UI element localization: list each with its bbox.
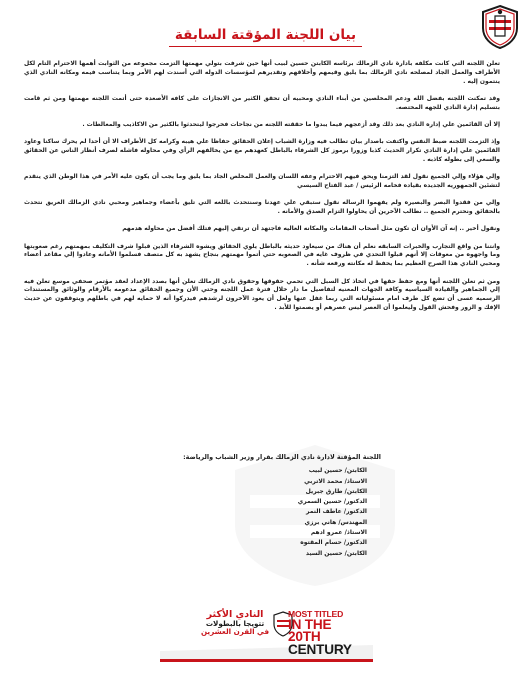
footer-arabic-line-2: تتويجا بالبطولات (205, 618, 265, 628)
paragraph: وانتنا من واقع التجارب والخبرات السابقه نعلم أن هناك من سيعاود حديثه بالباطل يلوي الحقائق ويشوه الشرفاء الذين قبلوا شرف التكليف بمهمتهم رغم صعوبتها وما واجهوه من معوقات إلا أنهم قبلوا التحدي في ظروف غايه في الصعوبه حتي أتموا مهمتهم بنجاح يشهد به كل متصف فسلموا الأمانه وعادوا إلي مقاعد أعضاء ومحبي النادي هذا الصرح العظيم بما يحفظ له مكانته ورفعه شأنه . (24, 242, 500, 268)
page-title: بيان اللجنة المؤقتة السابقة (169, 27, 362, 47)
member-name: الدكتور/ عاطف النمر (306, 508, 367, 516)
title-container (0, 24, 531, 47)
footer-english-line-2: IN THE 20TH (288, 616, 332, 645)
member-name: الكابتن/ حسين لبيب (308, 467, 367, 475)
footer-english-slogan (288, 611, 358, 656)
paragraph: وإذ التزمت اللجنه ضبط النفس واكتفت باصدار بيان تطالب فيه وزارة الشباب إعلان الحقائق حفاظا علي هيبه وكرامه كل الأطراف الا أن أحدا لم يحرك ساكنا وعاود القائمين علي إدارة النادي تكرار الحديث كذبا وزورا برموز كل الشرفاء بالباطل كعهدهم مع من يخالفهم الرأي وفي محاوله فاشله لصرف أنظار الناس عن الحقائق والسعي إلى بطوله كاذبه . (24, 138, 500, 163)
footer-english-line-3: CENTURY (288, 641, 352, 657)
member-list (183, 466, 381, 559)
paragraph: وإلي هؤلاء وإلي الجميع نقول لقد التزمنا ويحق فيهم الاحترام وعفه اللسان والعمل المخلص الجاد بما يليق وما يجب أن يكون عليه الأمر في هذا الوطن الذي ينقدم لتشئين الجمهوريه الجديده بقياده فخامه الرئيس / عبد الفتاح السيسي (24, 173, 500, 189)
footer-arabic-slogan (197, 610, 273, 635)
signature-heading: اللجنة المؤقتة لادارة نادي الزمالك بقرار وزير الشباب والرياضة: (183, 453, 381, 461)
member-name: الكابتن/ حسين السيد (305, 549, 367, 557)
member-name: المهندس/ هاني برزي (304, 518, 367, 526)
paragraph: ونقول أخير .. إنه آن الأوان أن تكون مثل أصحاب المقامات والمكانه العاليه فاجتهد أن ترتقي إليهم فتلك أفضل من محاوله هدمهم (122, 225, 500, 233)
member-name: الاستاذ/ عمرو ادهم (310, 529, 367, 537)
paragraph: وإلي من فقدوا البصر والبصيره ولم يفهموا الرساله نقول ستبقي علي عهدنا وسنتحدث باللغه التي تليق بأعضاء وجماهير ومحبي نادي الزمالك العريق نتحدث بالحقائق ونحترم الجميع .. نطالب الآخرين أن يحاولوا التزام الصدق والأمانه . (24, 199, 500, 216)
member-name: الكابتن/ طارق جبريل (305, 487, 367, 495)
member-name: الدكتور/ حسام المقتوه (300, 539, 367, 547)
member-name: الدكتور/ حسين السمري (297, 498, 367, 506)
paragraph: إلا أن القائمين علي إداره النادي بعد ذلك وقد أزعجهم فيما يبدوا ما حققته اللجنه من نجاحات فخرجوا ليتحدثوا بالكثير من الاكاذيب والمغالطات . (82, 120, 500, 128)
footer-arabic-line-1: النادي الأكثر (206, 609, 264, 620)
member-name: الاستاذ/ محمد الاتربي (304, 477, 367, 485)
signature-block (183, 452, 381, 559)
footer-english-line-1: MOST TITLED (288, 609, 344, 619)
paragraph: وقد تمكنت اللجنه بفضل الله ودعم المخلصين من أبناء النادي ومحبيه أن تحقق الكثير من الانجازات على كافه الأصعده حتى أتمت اللجنه مهمتها ومن ثم قامت بتسليم إدارة النادي للجهه المختصه. (24, 94, 500, 111)
statement-body (24, 60, 500, 321)
footer-divider (160, 659, 373, 662)
paragraph: ومن ثم تعلن اللجنه أنها ومع حفظ حقها في اتخاذ كل السبل التي تحمي حقوقها وحقوق نادي الزمالك تعلن أنها بصدد الإعداد لعقد مؤتمر صحفي موسع تعلن فيه إلي الجماهير والقياده السياسيه وكافة الجهات المعنيه لتفاصيل ما دار خلال فترة عمل اللجنه وحتي الأن وجميع الحقائق مدعومه بالأرقام والوثائق والمستندات الرسميه عسى أن تضع كل طرف امام مسئولياته التي ربما غفل عنها ولعل أن يعود الآخرون لرشدهم فيدركوا أنه لا حمايه لهم في باطلهم ويتوقفون عن حديث الإفك و الزور وفحش القول وليعلموا أن العصر ليس عصرهم أو يصمتوا للأبد . (24, 277, 500, 311)
paragraph: تعلن اللجنه التي كانت مكلفه بادارة نادي الزمالك برئاسه الكابتن حسين لبيب أنها حين شرفت بتولي مهمتها التزمت مجموعه من الثوابت أهمها الاحترام التام لكل الأطراف والعمل الجاد لمصلحه نادي الزمالك بما يليق وقيمهم وأخلاقهم وتقديرهم لمؤسسات الدوله التي أسندت لهم الأمر وبما يتناسب فيمه ومكانه النادي الذي ينتمون إليه . (24, 60, 500, 85)
footer-arabic-line-3: في القرن العشرين (200, 626, 270, 636)
